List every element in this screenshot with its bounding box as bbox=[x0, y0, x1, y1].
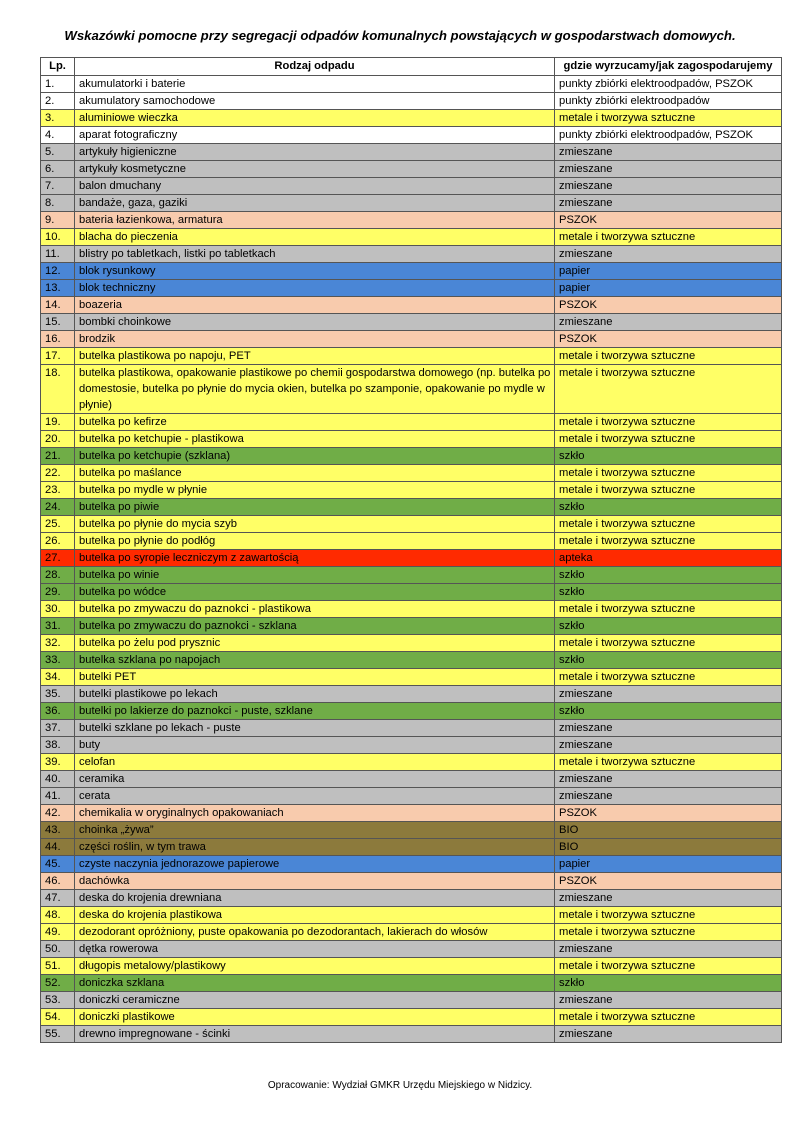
cell-dest: metale i tworzywa sztuczne bbox=[555, 1008, 782, 1025]
cell-lp: 34. bbox=[41, 668, 75, 685]
table-row bbox=[41, 228, 782, 245]
cell-dest: zmieszane bbox=[555, 194, 782, 211]
table-row bbox=[41, 889, 782, 906]
table-row bbox=[41, 702, 782, 719]
table-row bbox=[41, 719, 782, 736]
cell-item: butelka plastikowa, opakowanie plastikowe po chemii gospodarstwa domowego (np. butelka po domestosie, butelka po płynie do mycia okien, butelka po szamponie, opakowanie po mydle w płynie) bbox=[75, 364, 555, 413]
table-row bbox=[41, 92, 782, 109]
cell-lp: 22. bbox=[41, 464, 75, 481]
cell-item: butelka po zmywaczu do paznokci - plastikowa bbox=[75, 600, 555, 617]
cell-dest: metale i tworzywa sztuczne bbox=[555, 347, 782, 364]
cell-dest: szkło bbox=[555, 617, 782, 634]
cell-item: blok techniczny bbox=[75, 279, 555, 296]
cell-lp: 39. bbox=[41, 753, 75, 770]
cell-lp: 50. bbox=[41, 940, 75, 957]
cell-lp: 47. bbox=[41, 889, 75, 906]
cell-lp: 28. bbox=[41, 566, 75, 583]
cell-dest: szkło bbox=[555, 566, 782, 583]
table-row bbox=[41, 498, 782, 515]
cell-dest: zmieszane bbox=[555, 245, 782, 262]
cell-dest: PSZOK bbox=[555, 211, 782, 228]
cell-dest: metale i tworzywa sztuczne bbox=[555, 753, 782, 770]
cell-item: butelka po zmywaczu do paznokci - szklana bbox=[75, 617, 555, 634]
cell-lp: 10. bbox=[41, 228, 75, 245]
cell-dest: metale i tworzywa sztuczne bbox=[555, 228, 782, 245]
cell-dest: BIO bbox=[555, 838, 782, 855]
cell-item: deska do krojenia drewniana bbox=[75, 889, 555, 906]
cell-dest: PSZOK bbox=[555, 296, 782, 313]
cell-item: butelka plastikowa po napoju, PET bbox=[75, 347, 555, 364]
cell-lp: 51. bbox=[41, 957, 75, 974]
cell-item: ceramika bbox=[75, 770, 555, 787]
cell-lp: 4. bbox=[41, 126, 75, 143]
table-row bbox=[41, 855, 782, 872]
cell-item: butelka po maślance bbox=[75, 464, 555, 481]
cell-item: części roślin, w tym trawa bbox=[75, 838, 555, 855]
cell-lp: 27. bbox=[41, 549, 75, 566]
cell-item: butelka po kefirze bbox=[75, 413, 555, 430]
cell-item: dętka rowerowa bbox=[75, 940, 555, 957]
cell-lp: 43. bbox=[41, 821, 75, 838]
cell-dest: BIO bbox=[555, 821, 782, 838]
cell-dest: szkło bbox=[555, 974, 782, 991]
cell-dest: papier bbox=[555, 855, 782, 872]
cell-item: choinka „żywa” bbox=[75, 821, 555, 838]
table-row bbox=[41, 413, 782, 430]
cell-lp: 52. bbox=[41, 974, 75, 991]
cell-item: celofan bbox=[75, 753, 555, 770]
table-row bbox=[41, 1008, 782, 1025]
cell-dest: papier bbox=[555, 279, 782, 296]
cell-item: butelka po ketchupie (szklana) bbox=[75, 447, 555, 464]
table-row bbox=[41, 143, 782, 160]
cell-item: boazeria bbox=[75, 296, 555, 313]
cell-dest: metale i tworzywa sztuczne bbox=[555, 364, 782, 413]
cell-dest: szkło bbox=[555, 447, 782, 464]
cell-item: butelki plastikowe po lekach bbox=[75, 685, 555, 702]
cell-item: akumulatorki i baterie bbox=[75, 75, 555, 92]
table-row bbox=[41, 126, 782, 143]
cell-item: butelka po płynie do mycia szyb bbox=[75, 515, 555, 532]
cell-item: butelki po lakierze do paznokci - puste, szklane bbox=[75, 702, 555, 719]
cell-item: blacha do pieczenia bbox=[75, 228, 555, 245]
cell-item: butelka po ketchupie - plastikowa bbox=[75, 430, 555, 447]
cell-item: chemikalia w oryginalnych opakowaniach bbox=[75, 804, 555, 821]
table-row bbox=[41, 262, 782, 279]
cell-lp: 8. bbox=[41, 194, 75, 211]
cell-item: czyste naczynia jednorazowe papierowe bbox=[75, 855, 555, 872]
table-row bbox=[41, 872, 782, 889]
cell-lp: 25. bbox=[41, 515, 75, 532]
table-row bbox=[41, 532, 782, 549]
table-row bbox=[41, 821, 782, 838]
table-row bbox=[41, 109, 782, 126]
document-title: Wskazówki pomocne przy segregacji odpadów komunalnych powstających w gospodarstwach domowych. bbox=[64, 28, 736, 43]
table-row bbox=[41, 906, 782, 923]
table-row bbox=[41, 974, 782, 991]
cell-item: brodzik bbox=[75, 330, 555, 347]
table-row bbox=[41, 211, 782, 228]
cell-dest: zmieszane bbox=[555, 770, 782, 787]
table-row bbox=[41, 753, 782, 770]
cell-lp: 30. bbox=[41, 600, 75, 617]
table-row bbox=[41, 194, 782, 211]
cell-item: doniczki plastikowe bbox=[75, 1008, 555, 1025]
table-row bbox=[41, 685, 782, 702]
cell-dest: apteka bbox=[555, 549, 782, 566]
cell-item: butelka szklana po napojach bbox=[75, 651, 555, 668]
cell-dest: metale i tworzywa sztuczne bbox=[555, 634, 782, 651]
table-row bbox=[41, 515, 782, 532]
table-row bbox=[41, 600, 782, 617]
cell-item: butelki szklane po lekach - puste bbox=[75, 719, 555, 736]
cell-item: butelka po winie bbox=[75, 566, 555, 583]
cell-dest: zmieszane bbox=[555, 685, 782, 702]
cell-lp: 24. bbox=[41, 498, 75, 515]
table-row bbox=[41, 787, 782, 804]
cell-dest: zmieszane bbox=[555, 940, 782, 957]
table-row bbox=[41, 957, 782, 974]
cell-lp: 23. bbox=[41, 481, 75, 498]
cell-lp: 41. bbox=[41, 787, 75, 804]
cell-dest: punkty zbiórki elektroodpadów bbox=[555, 92, 782, 109]
cell-dest: metale i tworzywa sztuczne bbox=[555, 532, 782, 549]
cell-lp: 21. bbox=[41, 447, 75, 464]
header-lp: Lp. bbox=[41, 58, 75, 76]
cell-lp: 17. bbox=[41, 347, 75, 364]
table-row bbox=[41, 177, 782, 194]
cell-lp: 12. bbox=[41, 262, 75, 279]
table-row bbox=[41, 75, 782, 92]
cell-item: bateria łazienkowa, armatura bbox=[75, 211, 555, 228]
table-row bbox=[41, 804, 782, 821]
cell-item: artykuły kosmetyczne bbox=[75, 160, 555, 177]
table-row bbox=[41, 668, 782, 685]
cell-dest: papier bbox=[555, 262, 782, 279]
cell-lp: 55. bbox=[41, 1025, 75, 1042]
cell-dest: zmieszane bbox=[555, 160, 782, 177]
cell-lp: 40. bbox=[41, 770, 75, 787]
cell-dest: metale i tworzywa sztuczne bbox=[555, 668, 782, 685]
cell-dest: zmieszane bbox=[555, 313, 782, 330]
cell-dest: zmieszane bbox=[555, 787, 782, 804]
cell-lp: 18. bbox=[41, 364, 75, 413]
cell-dest: PSZOK bbox=[555, 872, 782, 889]
table-row bbox=[41, 430, 782, 447]
table-row bbox=[41, 279, 782, 296]
cell-lp: 5. bbox=[41, 143, 75, 160]
footer-note: Opracowanie: Wydział GMKR Urzędu Miejskiego w Nidzicy. bbox=[267, 1080, 533, 1091]
cell-lp: 1. bbox=[41, 75, 75, 92]
cell-dest: szkło bbox=[555, 498, 782, 515]
table-row bbox=[41, 347, 782, 364]
cell-item: butelka po wódce bbox=[75, 583, 555, 600]
cell-item: aluminiowe wieczka bbox=[75, 109, 555, 126]
cell-lp: 42. bbox=[41, 804, 75, 821]
table-row bbox=[41, 296, 782, 313]
cell-dest: zmieszane bbox=[555, 736, 782, 753]
cell-dest: zmieszane bbox=[555, 143, 782, 160]
cell-lp: 49. bbox=[41, 923, 75, 940]
table-row bbox=[41, 940, 782, 957]
cell-lp: 2. bbox=[41, 92, 75, 109]
cell-dest: szkło bbox=[555, 651, 782, 668]
table-header-row bbox=[41, 58, 782, 76]
cell-lp: 33. bbox=[41, 651, 75, 668]
table-row bbox=[41, 583, 782, 600]
cell-dest: zmieszane bbox=[555, 177, 782, 194]
cell-dest: metale i tworzywa sztuczne bbox=[555, 464, 782, 481]
cell-lp: 36. bbox=[41, 702, 75, 719]
cell-item: doniczka szklana bbox=[75, 974, 555, 991]
cell-item: długopis metalowy/plastikowy bbox=[75, 957, 555, 974]
header-rodzaj: Rodzaj odpadu bbox=[75, 58, 555, 76]
cell-dest: punkty zbiórki elektroodpadów, PSZOK bbox=[555, 75, 782, 92]
cell-lp: 46. bbox=[41, 872, 75, 889]
cell-item: blok rysunkowy bbox=[75, 262, 555, 279]
cell-lp: 32. bbox=[41, 634, 75, 651]
cell-item: artykuły higieniczne bbox=[75, 143, 555, 160]
cell-dest: zmieszane bbox=[555, 889, 782, 906]
cell-lp: 45. bbox=[41, 855, 75, 872]
cell-dest: zmieszane bbox=[555, 719, 782, 736]
cell-lp: 7. bbox=[41, 177, 75, 194]
cell-dest: metale i tworzywa sztuczne bbox=[555, 515, 782, 532]
cell-lp: 38. bbox=[41, 736, 75, 753]
cell-dest: metale i tworzywa sztuczne bbox=[555, 906, 782, 923]
cell-item: butelka po żelu pod prysznic bbox=[75, 634, 555, 651]
cell-item: bandaże, gaza, gaziki bbox=[75, 194, 555, 211]
table-row bbox=[41, 634, 782, 651]
table-row bbox=[41, 838, 782, 855]
table-row bbox=[41, 736, 782, 753]
cell-item: buty bbox=[75, 736, 555, 753]
cell-dest: szkło bbox=[555, 583, 782, 600]
cell-dest: PSZOK bbox=[555, 804, 782, 821]
cell-dest: zmieszane bbox=[555, 1025, 782, 1042]
cell-lp: 13. bbox=[41, 279, 75, 296]
cell-lp: 15. bbox=[41, 313, 75, 330]
cell-lp: 44. bbox=[41, 838, 75, 855]
cell-item: butelka po płynie do podłóg bbox=[75, 532, 555, 549]
cell-dest: metale i tworzywa sztuczne bbox=[555, 600, 782, 617]
header-gdzie: gdzie wyrzucamy/jak zagospodarujemy bbox=[555, 58, 782, 76]
table-row bbox=[41, 991, 782, 1008]
cell-dest: metale i tworzywa sztuczne bbox=[555, 957, 782, 974]
cell-lp: 48. bbox=[41, 906, 75, 923]
cell-dest: metale i tworzywa sztuczne bbox=[555, 481, 782, 498]
table-row bbox=[41, 770, 782, 787]
cell-lp: 37. bbox=[41, 719, 75, 736]
cell-item: doniczki ceramiczne bbox=[75, 991, 555, 1008]
cell-lp: 31. bbox=[41, 617, 75, 634]
table-row bbox=[41, 447, 782, 464]
table-row bbox=[41, 651, 782, 668]
cell-item: butelka po syropie leczniczym z zawartością bbox=[75, 549, 555, 566]
cell-lp: 54. bbox=[41, 1008, 75, 1025]
cell-item: bombki choinkowe bbox=[75, 313, 555, 330]
cell-lp: 29. bbox=[41, 583, 75, 600]
cell-item: akumulatory samochodowe bbox=[75, 92, 555, 109]
cell-lp: 9. bbox=[41, 211, 75, 228]
cell-lp: 16. bbox=[41, 330, 75, 347]
cell-dest: punkty zbiórki elektroodpadów, PSZOK bbox=[555, 126, 782, 143]
cell-item: drewno impregnowane - ścinki bbox=[75, 1025, 555, 1042]
cell-item: deska do krojenia plastikowa bbox=[75, 906, 555, 923]
table-body bbox=[41, 75, 782, 1042]
cell-dest: PSZOK bbox=[555, 330, 782, 347]
table-row bbox=[41, 160, 782, 177]
table-row bbox=[41, 566, 782, 583]
table-row bbox=[41, 313, 782, 330]
cell-item: cerata bbox=[75, 787, 555, 804]
cell-lp: 6. bbox=[41, 160, 75, 177]
table-row bbox=[41, 464, 782, 481]
cell-item: dezodorant opróżniony, puste opakowania po dezodorantach, lakierach do włosów bbox=[75, 923, 555, 940]
table-row bbox=[41, 923, 782, 940]
cell-item: blistry po tabletkach, listki po tabletkach bbox=[75, 245, 555, 262]
cell-lp: 26. bbox=[41, 532, 75, 549]
table-row bbox=[41, 617, 782, 634]
cell-lp: 20. bbox=[41, 430, 75, 447]
cell-dest: metale i tworzywa sztuczne bbox=[555, 923, 782, 940]
cell-dest: metale i tworzywa sztuczne bbox=[555, 413, 782, 430]
table-row bbox=[41, 481, 782, 498]
cell-item: butelki PET bbox=[75, 668, 555, 685]
table-row bbox=[41, 330, 782, 347]
table-row bbox=[41, 549, 782, 566]
cell-lp: 3. bbox=[41, 109, 75, 126]
cell-lp: 11. bbox=[41, 245, 75, 262]
table-row bbox=[41, 1025, 782, 1042]
cell-dest: metale i tworzywa sztuczne bbox=[555, 109, 782, 126]
cell-lp: 35. bbox=[41, 685, 75, 702]
cell-dest: szkło bbox=[555, 702, 782, 719]
cell-lp: 19. bbox=[41, 413, 75, 430]
table-row bbox=[41, 245, 782, 262]
cell-lp: 53. bbox=[41, 991, 75, 1008]
cell-lp: 14. bbox=[41, 296, 75, 313]
cell-item: dachówka bbox=[75, 872, 555, 889]
cell-item: butelka po piwie bbox=[75, 498, 555, 515]
cell-dest: metale i tworzywa sztuczne bbox=[555, 430, 782, 447]
table-row bbox=[41, 364, 782, 413]
cell-item: butelka po mydle w płynie bbox=[75, 481, 555, 498]
waste-table bbox=[40, 57, 782, 1043]
cell-item: aparat fotograficzny bbox=[75, 126, 555, 143]
cell-dest: zmieszane bbox=[555, 991, 782, 1008]
cell-item: balon dmuchany bbox=[75, 177, 555, 194]
